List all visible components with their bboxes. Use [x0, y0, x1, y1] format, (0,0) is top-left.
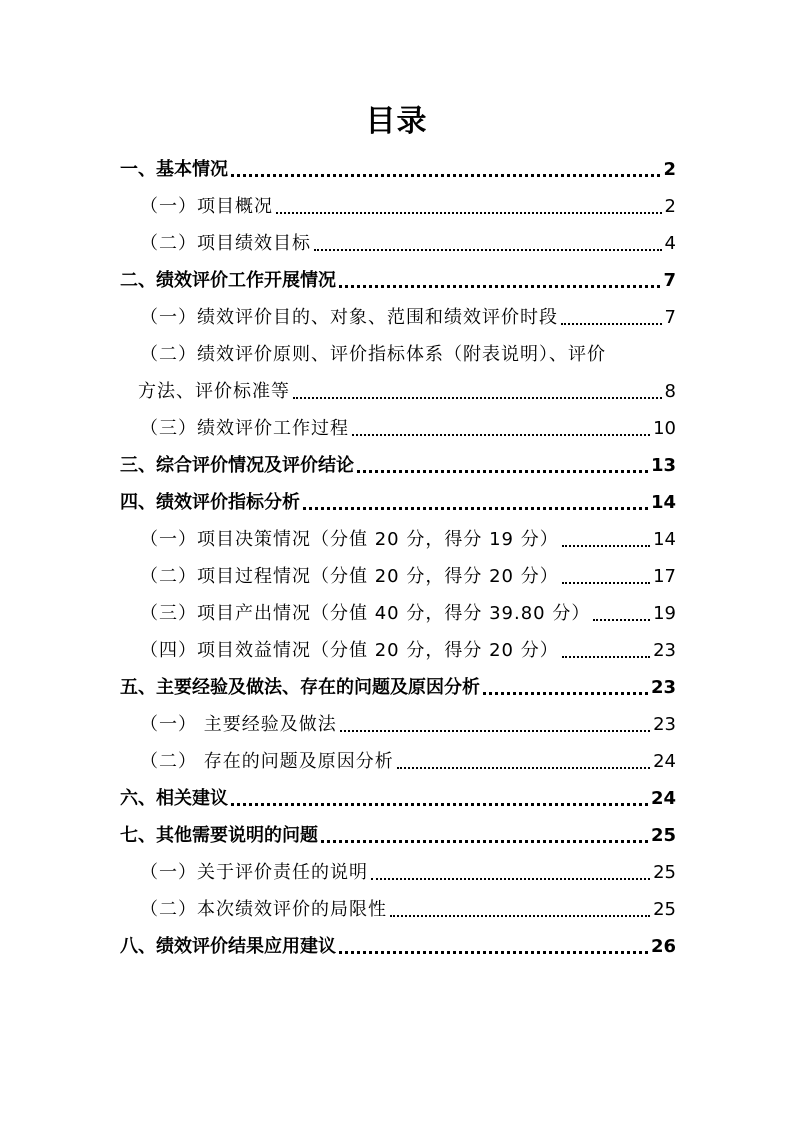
toc-entry-3[interactable] — [120, 440, 676, 477]
toc-entry-page: 25 — [653, 899, 676, 920]
toc-entry-2-2-line2[interactable] — [138, 366, 676, 403]
toc-entry-text: （二）本次绩效评价的局限性 — [140, 899, 387, 920]
toc-entry-2-1[interactable] — [140, 292, 676, 329]
toc-entry-7-2[interactable] — [140, 884, 676, 921]
toc-entry-2-3[interactable] — [140, 403, 676, 440]
dot-leader — [293, 397, 662, 399]
toc-entry-text-continued: 方法、评价标准等 — [138, 381, 290, 402]
toc-entry-text: （一）关于评价责任的说明 — [140, 862, 368, 883]
dot-leader — [562, 545, 650, 547]
toc-entry-page: 2 — [663, 159, 676, 180]
dot-leader — [339, 951, 648, 954]
dot-leader — [562, 656, 650, 658]
dot-leader — [303, 507, 648, 510]
toc-entry-4-2[interactable] — [140, 551, 676, 588]
toc-entry-page: 4 — [664, 233, 676, 254]
toc-entry-text: 二、绩效评价工作开展情况 — [120, 270, 336, 291]
toc-entry-text: （一）项目概况 — [140, 196, 273, 217]
toc-entry-7[interactable] — [120, 810, 676, 847]
toc-entry-4-1[interactable] — [140, 514, 676, 551]
toc-entry-page: 24 — [653, 751, 676, 772]
toc-entry-page: 8 — [664, 381, 676, 402]
toc-entry-text: （一）项目决策情况（分值 20 分，得分 19 分） — [140, 529, 559, 550]
dot-leader — [314, 249, 662, 251]
toc-entry-page: 14 — [653, 529, 676, 550]
toc-entry-page: 14 — [650, 492, 676, 513]
toc-entry-page: 23 — [650, 677, 676, 698]
toc-entry-1-2[interactable] — [140, 218, 676, 255]
toc-entry-text: 六、相关建议 — [120, 788, 228, 809]
dot-leader — [397, 767, 650, 769]
toc-entry-4[interactable] — [120, 477, 676, 514]
dot-leader — [321, 840, 648, 843]
toc-entry-page: 19 — [653, 603, 676, 624]
toc-entry-text: 七、其他需要说明的问题 — [120, 825, 318, 846]
toc-title: 目录 — [365, 104, 428, 139]
toc-entry-text: （二）项目绩效目标 — [140, 233, 311, 254]
toc-entry-page: 25 — [650, 825, 676, 846]
toc-entry-2-2-line1[interactable] — [140, 329, 676, 366]
toc-entry-page: 25 — [653, 862, 676, 883]
toc-entry-text: （四）项目效益情况（分值 20 分，得分 20 分） — [140, 640, 559, 661]
toc-entry-text: 四、绩效评价指标分析 — [120, 492, 300, 513]
toc-entry-page: 23 — [653, 640, 676, 661]
toc-entry-page: 7 — [663, 270, 676, 291]
dot-leader — [371, 878, 650, 880]
dot-leader — [352, 434, 650, 436]
dot-leader — [562, 582, 650, 584]
dot-leader — [593, 619, 650, 621]
dot-leader — [483, 692, 648, 695]
toc-entry-text: （二）绩效评价原则、评价指标体系（附表说明）、评价 — [140, 344, 606, 365]
toc-entry-text: （一） 主要经验及做法 — [140, 714, 337, 735]
toc-entry-6[interactable] — [120, 773, 676, 810]
toc-entry-page: 13 — [650, 455, 676, 476]
toc-entry-4-3[interactable] — [140, 588, 676, 625]
toc-entry-text: （三）绩效评价工作过程 — [140, 418, 349, 439]
toc-entry-text: （二） 存在的问题及原因分析 — [140, 751, 394, 772]
dot-leader — [390, 915, 650, 917]
toc-entry-text: （三）项目产出情况（分值 40 分，得分 39.80 分） — [140, 603, 591, 624]
toc-entry-7-1[interactable] — [140, 847, 676, 884]
toc-entry-text: （二）项目过程情况（分值 20 分，得分 20 分） — [140, 566, 559, 587]
toc-entry-text: 八、绩效评价结果应用建议 — [120, 936, 336, 957]
toc-entry-page: 17 — [653, 566, 676, 587]
toc-entry-text: 五、主要经验及做法、存在的问题及原因分析 — [120, 677, 480, 698]
toc-entry-1[interactable] — [120, 144, 676, 181]
toc-entry-5-2[interactable] — [140, 736, 676, 773]
toc-entry-8[interactable] — [120, 921, 676, 958]
toc-entry-text: 一、基本情况 — [120, 159, 228, 180]
toc-entry-text: （一）绩效评价目的、对象、范围和绩效评价时段 — [140, 307, 558, 328]
toc-entry-page: 26 — [650, 936, 676, 957]
dot-leader — [561, 323, 662, 325]
toc-entry-page: 24 — [650, 788, 676, 809]
dot-leader — [231, 174, 660, 177]
dot-leader — [231, 803, 648, 806]
dot-leader — [339, 285, 660, 288]
toc-entry-1-1[interactable] — [140, 181, 676, 218]
toc-entry-page: 23 — [653, 714, 676, 735]
toc-entry-5[interactable] — [120, 662, 676, 699]
dot-leader — [276, 212, 662, 214]
toc-entry-4-4[interactable] — [140, 625, 676, 662]
toc-entry-2[interactable] — [120, 255, 676, 292]
toc-entry-page: 2 — [664, 196, 676, 217]
toc-entry-page: 7 — [664, 307, 676, 328]
toc-entry-5-1[interactable] — [140, 699, 676, 736]
toc-entry-text: 三、综合评价情况及评价结论 — [120, 455, 354, 476]
dot-leader — [340, 730, 650, 732]
dot-leader — [357, 470, 648, 473]
toc-entry-page: 10 — [653, 418, 676, 439]
